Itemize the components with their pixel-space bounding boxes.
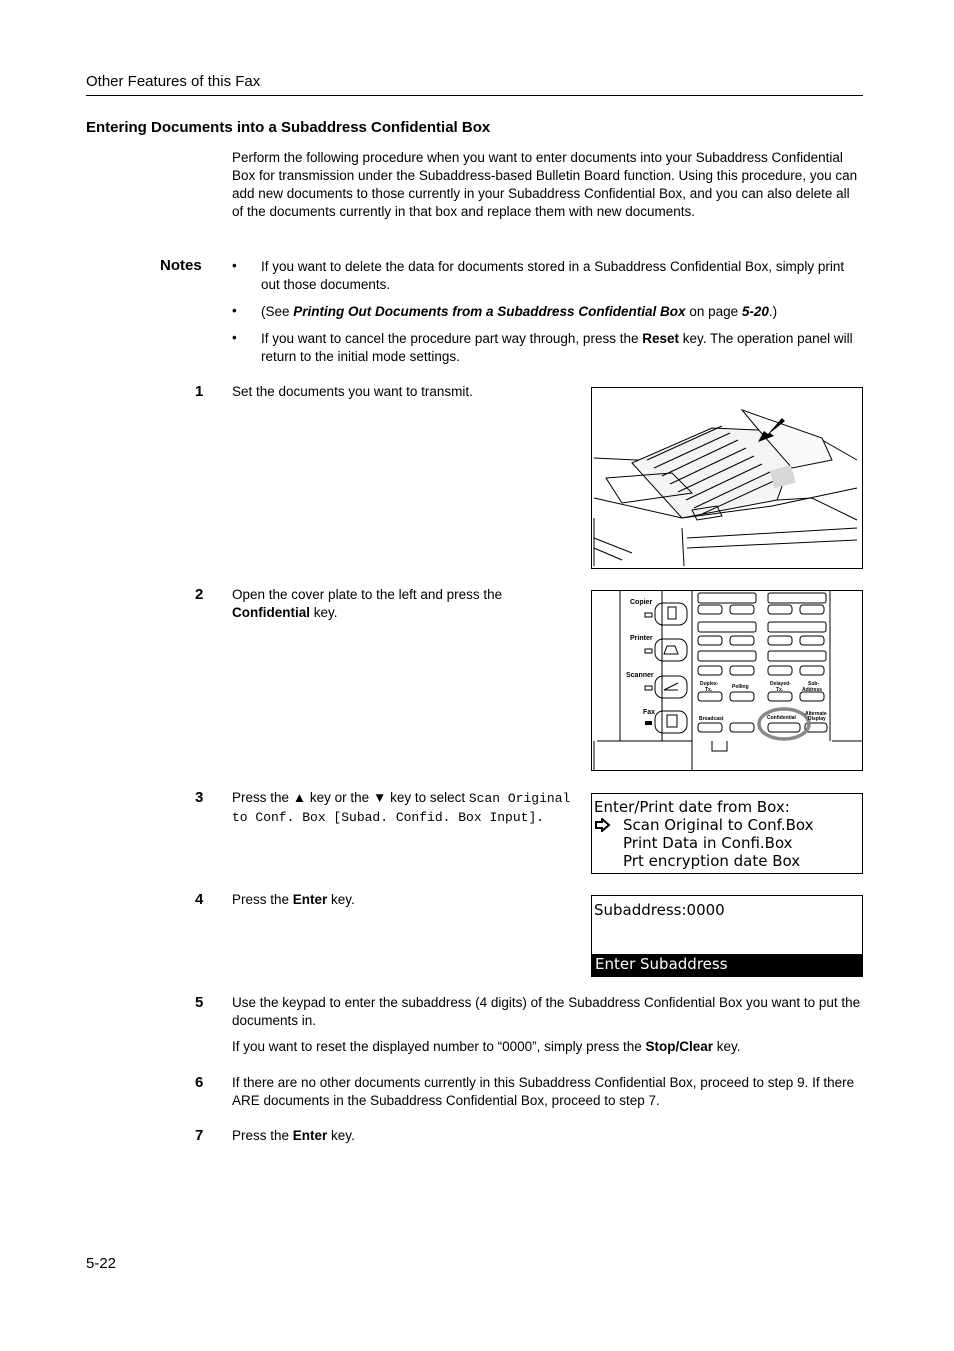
lcd-menu-title: Enter/Print date from Box: <box>594 798 790 816</box>
alternate-display-label: Alternate <box>805 711 827 717</box>
lcd-subaddress-value: Subaddress:0000 <box>594 901 725 919</box>
step-7-text: Press the Enter key. <box>232 1128 355 1143</box>
down-arrow-icon: ▼ <box>372 790 387 805</box>
step-number: 4 <box>195 891 204 908</box>
polling-label: Polling <box>732 684 749 690</box>
up-arrow-icon: ▲ <box>292 790 307 805</box>
duplex-tx-label: Tx. <box>705 687 713 693</box>
notes-label: Notes <box>160 257 202 274</box>
delayed-tx-label: Delayed- <box>770 681 791 687</box>
note-1: If you want to delete the data for documents stored in a Subaddress Confidential Box, simply print out those documents. <box>261 259 845 292</box>
confidential-key-label: Confidential <box>232 605 310 620</box>
lcd-status-text: Enter Subaddress <box>595 955 728 973</box>
section-heading: Entering Documents into a Subaddress Confidential Box <box>86 119 491 136</box>
fax-label: Fax <box>643 709 656 716</box>
lcd-box-menu <box>591 793 863 874</box>
step-4-text: Press the Enter key. <box>232 892 355 907</box>
copier-label: Copier <box>630 599 653 606</box>
step-number: 6 <box>195 1074 204 1091</box>
cross-reference-page: 5-20 <box>741 304 769 319</box>
step-number: 7 <box>195 1127 204 1144</box>
broadcast-label: Broadcast <box>699 716 724 722</box>
bullet: • <box>232 303 237 318</box>
delayed-tx-label: Tx. <box>776 687 784 693</box>
step-3-text: Press the ▲ key or the ▼ key to select Scan Original to Conf. Box [Subad. Confid. Box Input]. <box>232 790 571 825</box>
confidential-label: Confidential <box>767 715 796 721</box>
running-header: Other Features of this Fax <box>86 73 261 90</box>
step-5-text: Use the keypad to enter the subaddress (4 digits) of the Subaddress Confidential Box you want to put the documents in. <box>232 995 861 1028</box>
operation-panel-illustration <box>591 590 863 771</box>
enter-key-label: Enter <box>292 892 328 907</box>
operation-panel-drawing <box>592 591 862 770</box>
step-5-subtext: If you want to reset the displayed number to “0000”, simply press the Stop/Clear key. <box>232 1039 741 1054</box>
menu-option-mono: Scan Original to Conf. Box [Subad. Confid. Box Input]. <box>232 791 571 825</box>
alternate-display-label: Display <box>808 716 826 722</box>
enter-key-label: Enter <box>292 1128 328 1143</box>
intro-paragraph: Perform the following procedure when you want to enter documents into your Subaddress Confidential Box for transmission under the Subaddress-based Bulletin Board function. Using this procedure, you can add new documents to those currently in your Subaddress Confidential Box, and you can also delete all of the documents currently in that box and replace them with new documents. <box>232 150 858 219</box>
lcd-box-subaddress <box>591 895 863 977</box>
lcd-menu-item: Print Data in Confi.Box <box>623 834 793 852</box>
confidential-key-highlight <box>759 709 809 739</box>
cross-reference-title: Printing Out Documents from a Subaddress Confidential Box <box>293 304 686 319</box>
note-3: If you want to cancel the procedure part way through, press the Reset key. The operation panel will return to the initial mode settings. <box>261 331 853 364</box>
step-number: 3 <box>195 789 204 806</box>
lcd-status-bar <box>592 954 862 976</box>
printer-label: Printer <box>630 635 653 642</box>
scanner-label: Scanner <box>626 672 654 679</box>
bullet: • <box>232 258 237 273</box>
lcd-menu-item: Prt encryption date Box <box>623 852 801 870</box>
step-6-text: If there are no other documents currently in this Subaddress Confidential Box, proceed to step 9. If there ARE documents in the Subaddress Confidential Box, proceed to step 7. <box>232 1075 855 1108</box>
step-2-text: Open the cover plate to the left and press the Confidential key. <box>232 587 503 620</box>
document-feeder-illustration <box>591 387 863 569</box>
document-feeder-drawing <box>592 388 862 568</box>
cursor-arrow-icon <box>595 818 611 832</box>
reset-key-label: Reset <box>642 331 679 346</box>
page-number: 5-22 <box>86 1255 117 1272</box>
step-number: 1 <box>195 383 204 400</box>
sub-address-label: Sub- <box>808 681 820 687</box>
duplex-tx-label: Duplex- <box>700 681 719 687</box>
header-rule <box>86 95 863 96</box>
step-1-text: Set the documents you want to transmit. <box>232 384 473 399</box>
step-number: 2 <box>195 586 204 603</box>
step-number: 5 <box>195 994 204 1011</box>
sub-address-label: Address <box>802 687 823 693</box>
note-2: (See Printing Out Documents from a Subaddress Confidential Box on page 5-20.) <box>261 304 778 319</box>
lcd-menu-item-selected: Scan Original to Conf.Box <box>623 816 814 834</box>
stop-clear-key-label: Stop/Clear <box>645 1039 713 1054</box>
bullet: • <box>232 330 237 345</box>
